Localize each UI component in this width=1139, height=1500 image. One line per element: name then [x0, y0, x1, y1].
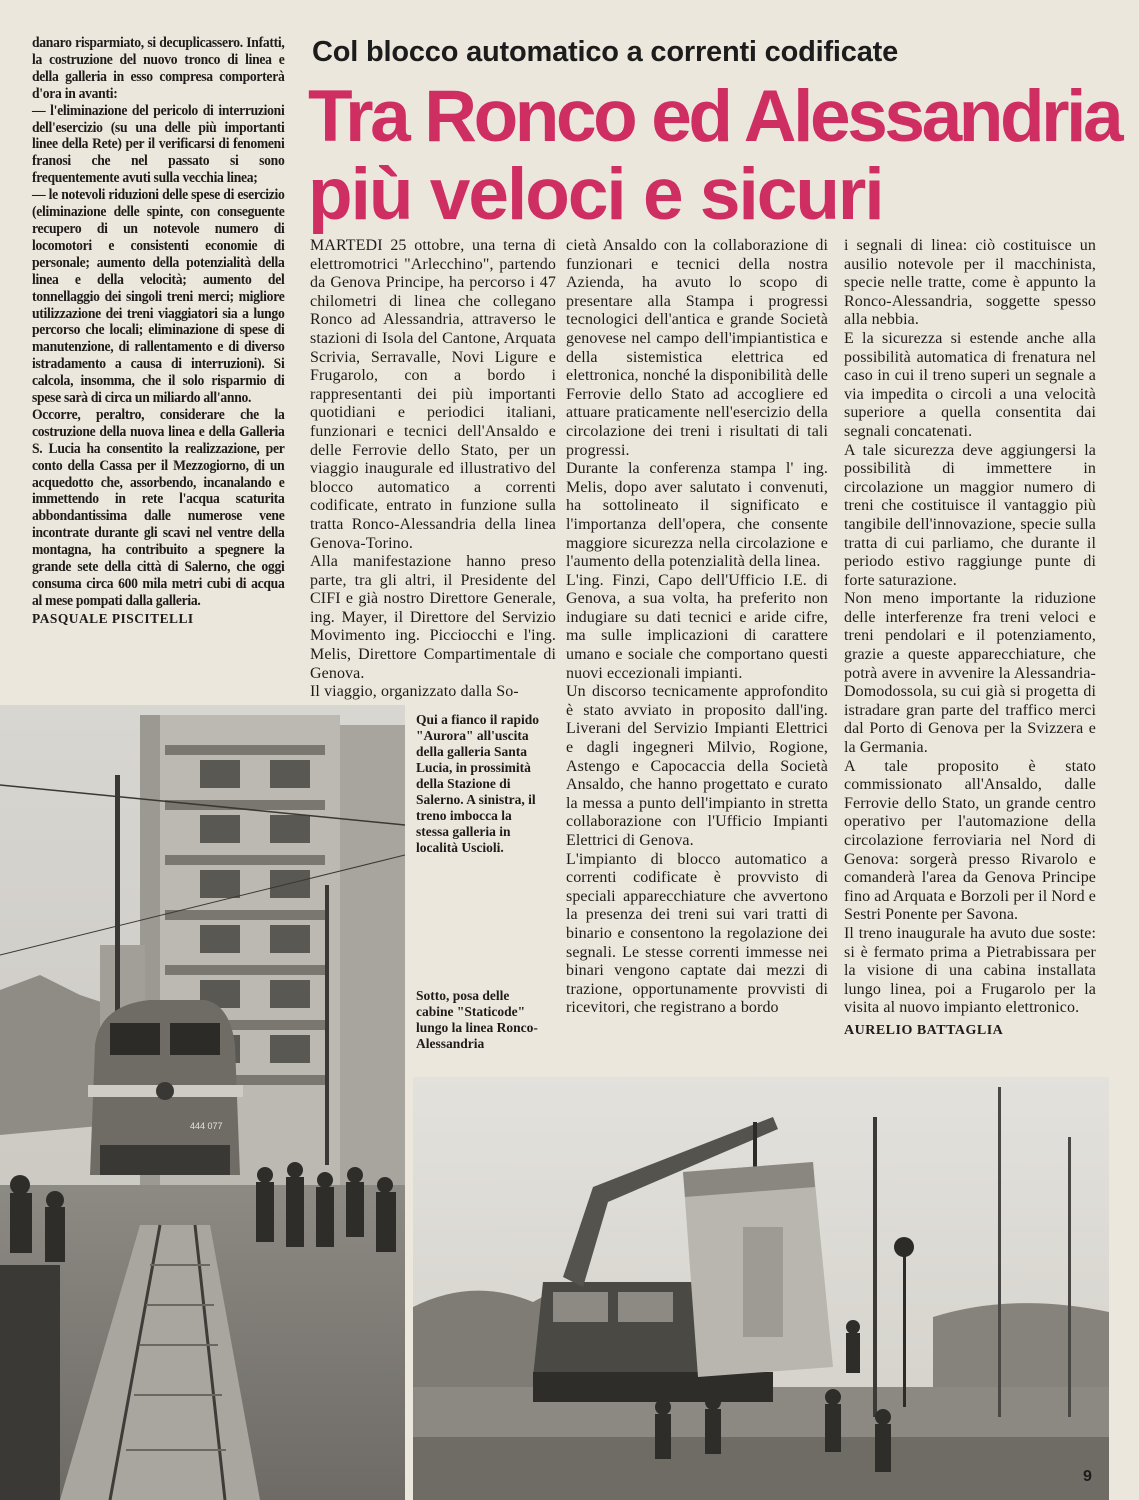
- article-col2: [566, 237, 828, 1018]
- headline-line2: più veloci e sicuri: [308, 154, 883, 235]
- article-para: A tale proposito è stato commissionato all'Ansaldo, dalle Ferrovie dello Stato, un grande centro operativo per l'automazione della circolazione ferroviaria nel Nord di Genova: sorgerà presso Rivarolo e comanderà l'area da Genova Principe fino ad Arquata e Borzoli per il Nord e Sestri Ponente per Savona.: [844, 757, 1096, 924]
- left-para: — l'eliminazione del pericolo di interruzioni dell'esercizio (su una delle più importanti linee della Rete) per il verificarsi di fenomeni franosi che nel passato si sono frequentemente avuti sulla vecchia linea;: [32, 102, 285, 187]
- article-para: L'ing. Finzi, Capo dell'Ufficio I.E. di Genova, a sua volta, ha preferito non indugiare su dati tecnici e aride cifre, ma sulle implicazioni di carattere umano e sociale che comportano questi nuovi eccezionali impianti.: [566, 571, 828, 682]
- article-col3: [844, 237, 1096, 1041]
- left-para: danaro risparmiato, si decuplicassero. Infatti, la costruzione del nuovo tronco di linea e della galleria in esso compresa comporterà d'ora in avanti:: [32, 35, 285, 102]
- article-para: Alla manifestazione hanno preso parte, tra gli altri, il Presidente del CIFI e già nostro Direttore Generale, ing. Mayer, il Direttore del Servizio Movimento ing. Picciocchi e l'ing. Melis, Direttore Compartimentale di Genova.: [310, 553, 556, 682]
- caption-bottom: [416, 988, 540, 1052]
- article-para: i segnali di linea: ciò costituisce un ausilio notevole per il macchinista, specie nelle tratte, come è appunto la Ronco-Alessandria, soggette spesso alla nebbia.: [844, 237, 1096, 329]
- left-column: [32, 35, 284, 629]
- article-para: Il viaggio, organizzato dalla So-: [310, 683, 519, 701]
- article-para: MARTEDI 25 ottobre, una terna di elettromotrici "Arlecchino", partendo da Genova Principe, ha percorso i 47 chilometri di linea che collegano Ronco ad Alessandria, attraverso le stazioni di Isola del Cantone, Arquata Scrivia, Serravalle, Novi Ligure e Frugarolo, con a bordo i rappresentanti dei più importanti quotidiani e periodici italiani, funzionari e tecnici dell'Ansaldo e delle Ferrovie dello Stato, per un viaggio inaugurale ed illustrativo del blocco automatico a correnti codificate, entrato in funzione sulla tratta Ronco-Alessandria della linea Genova-Torino.: [310, 237, 556, 552]
- article-para: cietà Ansaldo con la collaborazione di funzionari e tecnici della nostra Azienda, ha avuto lo scopo di presentare alla Stampa i progressi tecnologici dell'antica e grande Società genovese nel campo dell'impiantistica e della sistemistica elettrica ed elettronica, nonché la disponibilità delle Ferrovie dello Stato ad accogliere ed attuare praticamente nell'esercizio della circolazione dei treni i risultati di tali progressi.: [566, 237, 828, 459]
- article-para: L'impianto di blocco automatico a correnti codificate è provvisto di speciali apparecchiature che avvertono la presenza dei treni sui vari tratti di binario e consentono la regolazione dei segnali. Le stesse correnti immesse nei binari vengono captate dai mezzi di trazione, opportunamente provvisti di ricevitori, che registrano a bordo: [566, 850, 828, 1017]
- locomotive-number: 444 077: [190, 1121, 223, 1131]
- article-para: Un discorso tecnicamente approfondito è stato avviato in proposito dall'ing. Liverani del Servizio Impianti Elettrici e dagli ingegneri Milvio, Rogione, Astengo e Capocaccia della Società Ansaldo, che hanno progettato e curato la messa a punto dell'impianto in stretta collaborazione con l'Ufficio Impianti Elettrici di Genova.: [566, 683, 828, 849]
- article-para: Il treno inaugurale ha avuto due soste: si è fermato prima a Pietrabissara per la visione di una cabina installata lungo linea, poi a Frugarolo per la visita al nuovo impianto elettronico.: [844, 924, 1096, 1017]
- kicker: Col blocco automatico a correnti codificate: [312, 36, 899, 68]
- left-para: — le notevoli riduzioni delle spese di esercizio (eliminazione delle spinte, con conseguente recupero di un notevole numero di locomotori e consistenti economie di personale; aumento della potenzialità della linea e della velocità; aumento del tonnellaggio dei singoli treni merci; migliore utilizzazione dei treni viaggiatori sia a lungo percorso che locali; eliminazione di spese di manutenzione, di rallentamento e di diverso istradamento a causa di interruzioni). Si calcola, insomma, che il solo risparmio di spese sarà di circa un miliardo all'anno.: [32, 187, 285, 407]
- article-para: A tale sicurezza deve aggiungersi la possibilità di immettere in circolazione un maggior numero di treni che costituisce il vantaggio più tangibile dell'innovazione, specie sulla tratta di cui parliamo, che durante il periodo estivo raggiunge punte di forte saturazione.: [844, 441, 1096, 589]
- page-number: 9: [1083, 1468, 1092, 1485]
- article-col1: [310, 237, 556, 702]
- photo-crane: [413, 1077, 1109, 1500]
- article-para: Non meno importante la riduzione delle interferenze fra treni veloci e treni pendolari e il potenziamento, grazie a queste apparecchiature, che potrà avere in avvenire la Alessandria-Domodossola, su cui già si progetta di istradare gran parte del traffico merci dal Porto di Genova per la Svizzera e la Germania.: [844, 590, 1096, 757]
- caption-bottom-text: Sotto, posa delle cabine "Staticode" lungo la linea Ronco-Alessandria: [416, 988, 538, 1051]
- caption-top-text: Qui a fianco il rapido "Aurora" all'uscita della galleria Santa Lucia, in prossimità della Stazione di Salerno. A sinistra, il treno imbocca la stessa galleria in località Uscioli.: [416, 712, 540, 855]
- article-byline: AURELIO BATTAGLIA: [844, 1022, 1004, 1038]
- left-para: Occorre, peraltro, considerare che la costruzione della nuova linea e della Galleria S. Lucia ha consentito la realizzazione, per conto della Cassa per il Mezzogiorno, di un acquedotto che, assorbendo, incanalando e immettendo in rete l'acqua scaturita abbondantissima dalle numerose vene incontrate durante gli scavi nel ventre della montagna, ha contribuito a spegnere la grande sete della città di Salerno, che oggi consuma circa 600 mila metri cubi di acqua al mese pompati dalla galleria.: [32, 406, 285, 609]
- headline-line1: Tra Ronco ed Alessandria: [308, 76, 1121, 157]
- caption-top: [416, 712, 540, 856]
- photo-train: [0, 705, 405, 1500]
- article-para: Durante la conferenza stampa l' ing. Melis, dopo aver salutato i convenuti, ha sottolineato il significato e l'importanza dell'opera, che consente maggiore sicurezza nella circolazione e l'aumento della potenzialità della linea.: [566, 460, 828, 571]
- left-byline: PASQUALE PISCITELLI: [32, 611, 194, 627]
- article-para: E la sicurezza si estende anche alla possibilità automatica di frenatura nel caso in cui il treno superi un segnale a via impedita o circoli a una velocità superiore a quella consentita dai segnali concatenati.: [844, 329, 1096, 440]
